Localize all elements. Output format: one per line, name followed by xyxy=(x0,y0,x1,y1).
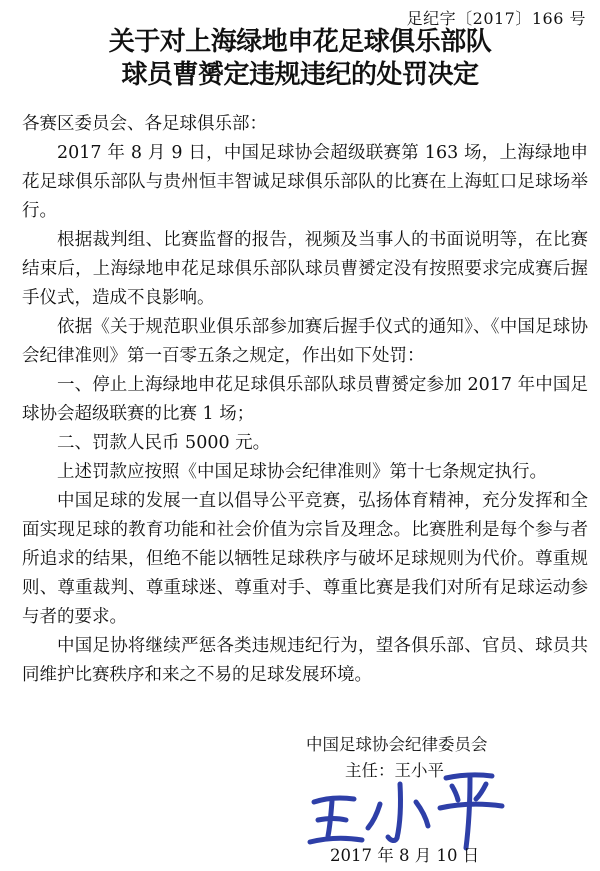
document-number: 足纪字〔2017〕166 号 xyxy=(406,9,586,28)
penalty-item-suspension: 一、停止上海绿地申花足球俱乐部队球员曹赟定参加 2017 年中国足球协会超级联赛的比赛 1 场； xyxy=(22,375,588,424)
paragraph-match-info: 2017 年 8 月 9 日，中国足球协会超级联赛第 163 场，上海绿地申花足球俱乐部队与贵州恒丰智诚足球俱乐部队的比赛在上海虹口足球场举行。 xyxy=(22,143,588,221)
document-body xyxy=(22,110,588,690)
title-line-1: 关于对上海绿地申花足球俱乐部队 xyxy=(108,27,492,57)
penalty-item-fine: 二、罚款人民币 5000 元。 xyxy=(57,433,271,453)
salutation: 各赛区委员会、各足球俱乐部： xyxy=(22,114,267,134)
paragraph-closing: 中国足协将继续严惩各类违规违纪行为，望各俱乐部、官员、球员共同维护比赛秩序和来之不易的足球发展环境。 xyxy=(22,636,588,685)
handwritten-signature xyxy=(300,762,510,854)
chair-line: 主任：王小平 xyxy=(345,761,444,780)
document-date: 2017 年 8 月 10 日 xyxy=(330,846,480,865)
issuing-organization: 中国足球协会纪律委员会 xyxy=(306,735,488,754)
title-line-2: 球员曹赟定违规违纪的处罚决定 xyxy=(121,60,479,90)
paragraph-incident: 根据裁判组、比赛监督的报告，视频及当事人的书面说明等，在比赛结束后，上海绿地申花足球俱乐部队球员曹赟定没有按照要求完成赛后握手仪式，造成不良影响。 xyxy=(22,230,588,308)
document-title xyxy=(0,26,600,92)
paragraph-fine-execution: 上述罚款应按照《中国足球协会纪律准则》第十七条规定执行。 xyxy=(57,462,547,482)
paragraph-principles: 中国足球的发展一直以倡导公平竞赛，弘扬体育精神，充分发挥和全面实现足球的教育功能和社会价值为宗旨及理念。比赛胜利是每个参与者所追求的结果，但绝不能以牺牲足球秩序与破坏足球规则为代价。尊重规则、尊重裁判、尊重球迷、尊重对手、尊重比赛是我们对所有足球运动参与者的要求。 xyxy=(22,491,588,627)
paragraph-basis: 依据《关于规范职业俱乐部参加赛后握手仪式的通知》、《中国足球协会纪律准则》第一百零五条之规定，作出如下处罚： xyxy=(22,317,588,366)
